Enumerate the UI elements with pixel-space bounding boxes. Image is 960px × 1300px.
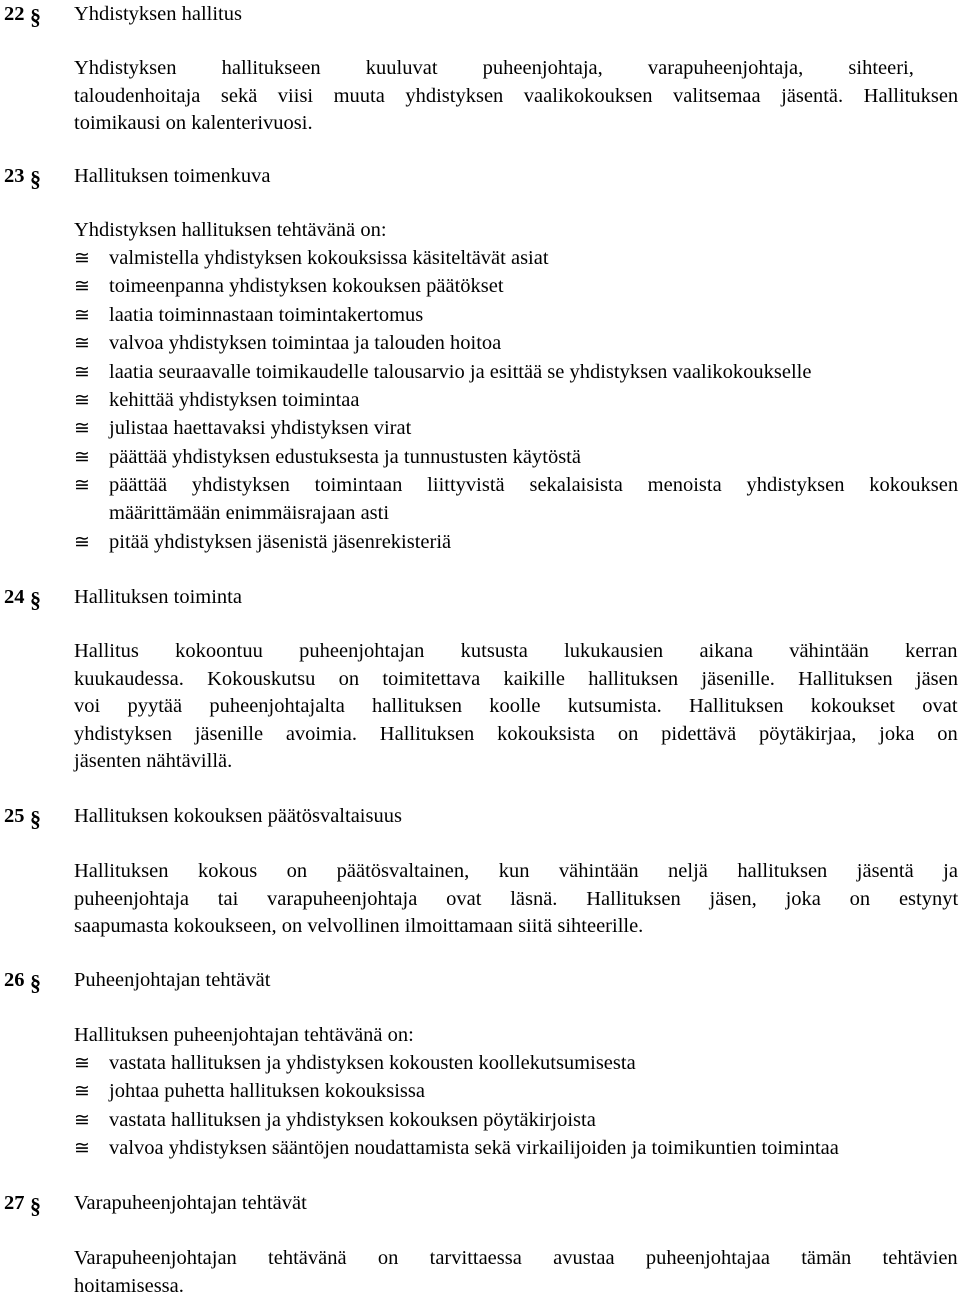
section-22-paragraph bbox=[74, 55, 958, 138]
section-number: 27 bbox=[4, 1190, 25, 1218]
approx-equal-bullet-icon: ≅ bbox=[74, 529, 90, 557]
section-title: Hallituksen toimenkuva bbox=[74, 163, 270, 191]
list-item-text: toimeenpanna yhdistyksen kokouksen päätökset bbox=[109, 273, 958, 301]
list-item bbox=[0, 1078, 960, 1106]
approx-equal-bullet-icon: ≅ bbox=[74, 472, 90, 500]
section-title: Hallituksen kokouksen päätösvaltaisuus bbox=[74, 803, 402, 831]
section-number: 22 bbox=[4, 1, 25, 29]
list-item-text: määrittämään enimmäisrajaan asti bbox=[109, 500, 958, 528]
list-item bbox=[0, 245, 960, 273]
approx-equal-bullet-icon: ≅ bbox=[74, 330, 90, 358]
section-24-paragraph bbox=[74, 638, 958, 776]
section-number: 23 bbox=[4, 163, 25, 191]
list-item bbox=[0, 302, 960, 330]
section-27-paragraph bbox=[74, 1245, 958, 1300]
paragraph-line: Hallitus kokoontuu puheenjohtajan kutsusta lukukausien aikana vähintään kerran bbox=[74, 638, 958, 666]
section-sign-icon: § bbox=[30, 1192, 41, 1220]
section-23-heading bbox=[0, 163, 960, 191]
paragraph-line: yhdistyksen jäsenille avoimia. Hallituksen kokouksista on pidettävä pöytäkirjaa, joka on bbox=[74, 721, 958, 749]
paragraph-line: puheenjohtaja tai varapuheenjohtaja ovat läsnä. Hallituksen jäsen, joka on estynyt bbox=[74, 886, 958, 914]
list-item bbox=[0, 330, 960, 358]
list-item bbox=[0, 529, 960, 557]
section-25-heading bbox=[0, 803, 960, 831]
approx-equal-bullet-icon: ≅ bbox=[74, 359, 90, 387]
section-22-heading bbox=[0, 1, 960, 29]
list-item bbox=[0, 1050, 960, 1078]
list-item-text: valvoa yhdistyksen toimintaa ja talouden hoitoa bbox=[109, 330, 958, 358]
section-sign-icon: § bbox=[30, 805, 41, 833]
list-item bbox=[0, 387, 960, 415]
paragraph-line: jäsenten nähtävillä. bbox=[74, 748, 958, 776]
approx-equal-bullet-icon: ≅ bbox=[74, 1050, 90, 1078]
section-23-task-list bbox=[0, 245, 960, 557]
section-number: 24 bbox=[4, 584, 25, 612]
list-item-text: päättää yhdistyksen edustuksesta ja tunnustusten käytöstä bbox=[109, 444, 958, 472]
list-item bbox=[0, 273, 960, 301]
section-title: Hallituksen toiminta bbox=[74, 584, 242, 612]
section-number: 26 bbox=[4, 967, 25, 995]
section-sign-icon: § bbox=[30, 165, 41, 193]
paragraph-line: voi pyytää puheenjohtajalta hallituksen koolle kutsumista. Hallituksen kokoukset ovat bbox=[74, 693, 958, 721]
approx-equal-bullet-icon: ≅ bbox=[74, 273, 90, 301]
section-number: 25 bbox=[4, 803, 25, 831]
approx-equal-bullet-icon: ≅ bbox=[74, 444, 90, 472]
section-title: Yhdistyksen hallitus bbox=[74, 1, 242, 29]
list-item bbox=[0, 1107, 960, 1135]
section-sign-icon: § bbox=[30, 586, 41, 614]
paragraph-line: hoitamisessa. bbox=[74, 1273, 958, 1300]
list-item-text: päättää yhdistyksen toimintaan liittyvistä sekalaisista menoista yhdistyksen kokouksen bbox=[109, 472, 958, 500]
section-title: Varapuheenjohtajan tehtävät bbox=[74, 1190, 307, 1218]
section-23-intro: Yhdistyksen hallituksen tehtävänä on: bbox=[74, 217, 958, 245]
section-sign-icon: § bbox=[30, 969, 41, 997]
section-26-intro: Hallituksen puheenjohtajan tehtävänä on: bbox=[74, 1022, 958, 1050]
paragraph-line: toimikausi on kalenterivuosi. bbox=[74, 110, 958, 138]
list-item-text: laatia toiminnastaan toimintakertomus bbox=[109, 302, 958, 330]
approx-equal-bullet-icon: ≅ bbox=[74, 415, 90, 443]
section-sign-icon: § bbox=[30, 3, 41, 31]
approx-equal-bullet-icon: ≅ bbox=[74, 245, 90, 273]
list-item-text: kehittää yhdistyksen toimintaa bbox=[109, 387, 958, 415]
paragraph-line: taloudenhoitaja sekä viisi muuta yhdistyksen vaalikokouksen valitsemaa jäsentä. Hallituksen bbox=[74, 83, 958, 111]
approx-equal-bullet-icon: ≅ bbox=[74, 387, 90, 415]
section-26-heading bbox=[0, 967, 960, 995]
list-item bbox=[0, 472, 960, 529]
list-item bbox=[0, 415, 960, 443]
list-item-text: pitää yhdistyksen jäsenistä jäsenrekisteriä bbox=[109, 529, 958, 557]
list-item-text: vastata hallituksen ja yhdistyksen kokouksen pöytäkirjoista bbox=[109, 1107, 958, 1135]
paragraph-line: Hallituksen kokous on päätösvaltainen, kun vähintään neljä hallituksen jäsentä ja bbox=[74, 858, 958, 886]
list-item-text: valvoa yhdistyksen sääntöjen noudattamista sekä virkailijoiden ja toimikuntien toimintaa bbox=[109, 1135, 958, 1163]
paragraph-line: Yhdistyksen hallitukseen kuuluvat puheenjohtaja, varapuheenjohtaja, sihteeri, bbox=[74, 55, 958, 83]
list-item bbox=[0, 1135, 960, 1163]
paragraph-line: saapumasta kokoukseen, on velvollinen ilmoittamaan siitä sihteerille. bbox=[74, 913, 958, 941]
section-25-paragraph bbox=[74, 858, 958, 941]
list-item bbox=[0, 359, 960, 387]
list-item-text: laatia seuraavalle toimikaudelle talousarvio ja esittää se yhdistyksen vaalikokoukselle bbox=[109, 359, 958, 387]
list-item-text: vastata hallituksen ja yhdistyksen kokousten koollekutsumisesta bbox=[109, 1050, 958, 1078]
approx-equal-bullet-icon: ≅ bbox=[74, 302, 90, 330]
approx-equal-bullet-icon: ≅ bbox=[74, 1107, 90, 1135]
paragraph-line: Varapuheenjohtajan tehtävänä on tarvittaessa avustaa puheenjohtajaa tämän tehtävien bbox=[74, 1245, 958, 1273]
approx-equal-bullet-icon: ≅ bbox=[74, 1078, 90, 1106]
section-24-heading bbox=[0, 584, 960, 612]
approx-equal-bullet-icon: ≅ bbox=[74, 1135, 90, 1163]
section-title: Puheenjohtajan tehtävät bbox=[74, 967, 270, 995]
list-item bbox=[0, 444, 960, 472]
list-item-text: julistaa haettavaksi yhdistyksen virat bbox=[109, 415, 958, 443]
paragraph-line: kuukaudessa. Kokouskutsu on toimitettava kaikille hallituksen jäsenille. Hallituksen jäsen bbox=[74, 666, 958, 694]
list-item-text: johtaa puhetta hallituksen kokouksissa bbox=[109, 1078, 958, 1106]
section-27-heading bbox=[0, 1190, 960, 1218]
list-item-text: valmistella yhdistyksen kokouksissa käsiteltävät asiat bbox=[109, 245, 958, 273]
section-26-task-list bbox=[0, 1050, 960, 1164]
